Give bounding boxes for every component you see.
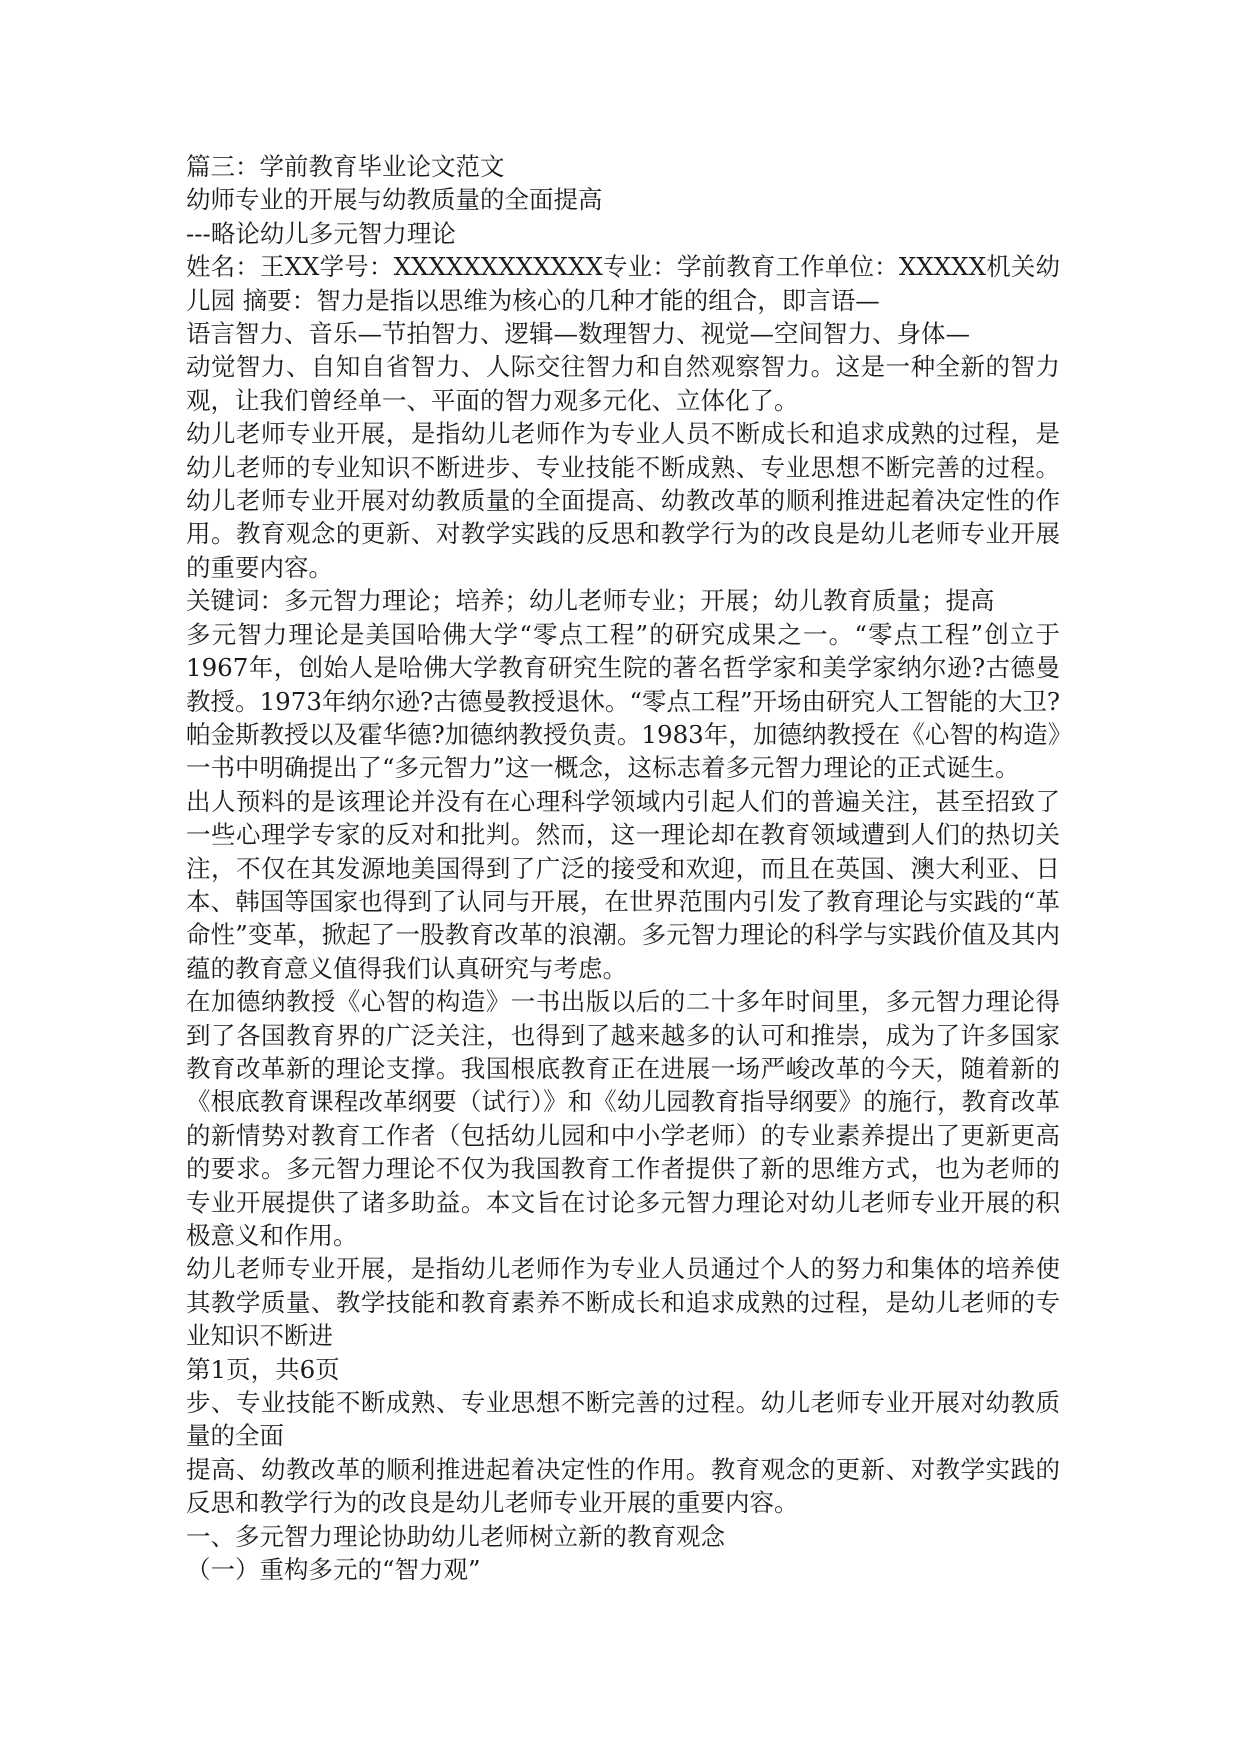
abstract-line-2: 语言智力、音乐—节拍智力、逻辑—数理智力、视觉—空间智力、身体—: [186, 319, 970, 349]
abstract-line-3: 动觉智力、自知自省智力、人际交往智力和自然观察智力。这是一种全新的智力观，让我们曾经单一、平面的智力观多元化、立体化了。: [186, 352, 1060, 415]
page-number: 第1页，共6页: [186, 1354, 340, 1384]
section-heading: 篇三：学前教育毕业论文范文: [186, 152, 505, 181]
body-paragraph-1: 多元智力理论是美国哈佛大学“零点工程”的研究成果之一。“零点工程”创立于1967年，创始人是哈佛大学教育研究生院的著名哲学家和美学家纳尔逊?古德曼教授。1973年纳尔逊?古德曼教授退休。“零点工程”开场由研究人工智能的大卫?帕金斯教授以及霍华德?加德纳教授负责。1983年，加德纳教授在《心智的构造》一书中明确提出了“多元智力”这一概念，这标志着多元智力理论的正式诞生。: [186, 619, 1060, 783]
body-paragraph-4: 幼儿老师专业开展，是指幼儿老师作为专业人员通过个人的努力和集体的培养使其教学质量、教学技能和教育素养不断成长和追求成熟的过程，是幼儿老师的专业知识不断进: [186, 1254, 1060, 1351]
paper-subtitle: ---略论幼儿多元智力理论: [186, 218, 456, 248]
keywords: 关键词：多元智力理论；培养；幼儿老师专业；开展；幼儿教育质量；提高: [186, 586, 995, 616]
document-body: [186, 150, 1060, 1586]
body-paragraph-5: 步、专业技能不断成熟、专业思想不断完善的过程。幼儿老师专业开展对幼教质量的全面: [186, 1388, 1060, 1451]
body-paragraph-3: 在加德纳教授《心智的构造》一书出版以后的二十多年时间里，多元智力理论得到了各国教育界的广泛关注，也得到了越来越多的认可和推崇，成为了许多国家教育改革新的理论支撑。我国根底教育正在进展一场严峻改革的今天，随着新的《根底教育课程改革纲要（试行）》和《幼儿园教育指导纲要》的施行，教育改革的新情势对教育工作者（包括幼儿园和中小学老师）的专业素养提出了更新更高的要求。多元智力理论不仅为我国教育工作者提供了新的思维方式，也为老师的专业开展提供了诸多助益。本文旨在讨论多元智力理论对幼儿老师专业开展的积极意义和作用。: [186, 987, 1060, 1250]
body-paragraph-6: 提高、幼教改革的顺利推进起着决定性的作用。教育观念的更新、对教学实践的反思和教学行为的改良是幼儿老师专业开展的重要内容。: [186, 1454, 1060, 1518]
abstract-paragraph: 幼儿老师专业开展，是指幼儿老师作为专业人员不断成长和追求成熟的过程，是幼儿老师的专业知识不断进步、专业技能不断成熟、专业思想不断完善的过程。幼儿老师专业开展对幼教质量的全面提高、幼教改革的顺利推进起着决定性的作用。教育观念的更新、对教学实践的反思和教学行为的改良是幼儿老师专业开展的重要内容。: [186, 419, 1060, 582]
section-heading-1: 一、多元智力理论协助幼儿老师树立新的教育观念: [186, 1521, 725, 1551]
body-paragraph-2: 出人预料的是该理论并没有在心理科学领域内引起人们的普遍关注，甚至招致了一些心理学专家的反对和批判。然而，这一理论却在教育领域遭到人们的热切关注，不仅在其发源地美国得到了广泛的接受和欢迎，而且在英国、澳大利亚、日本、韩国等国家也得到了认同与开展，在世界范围内引发了教育理论与实践的“革命性”变革，掀起了一股教育改革的浪潮。多元智力理论的科学与实践价值及其内蕴的教育意义值得我们认真研究与考虑。: [186, 786, 1060, 983]
author-info-abstract: 姓名：王XX学号：XXXXXXXXXXXX专业：学前教育工作单位：XXXXX机关幼儿园 摘要：智力是指以思维为核心的几种才能的组合，即言语—: [186, 252, 1060, 315]
subsection-heading-1: （一）重构多元的“智力观”: [186, 1555, 481, 1585]
paper-title: 幼师专业的开展与幼教质量的全面提高: [186, 185, 603, 215]
